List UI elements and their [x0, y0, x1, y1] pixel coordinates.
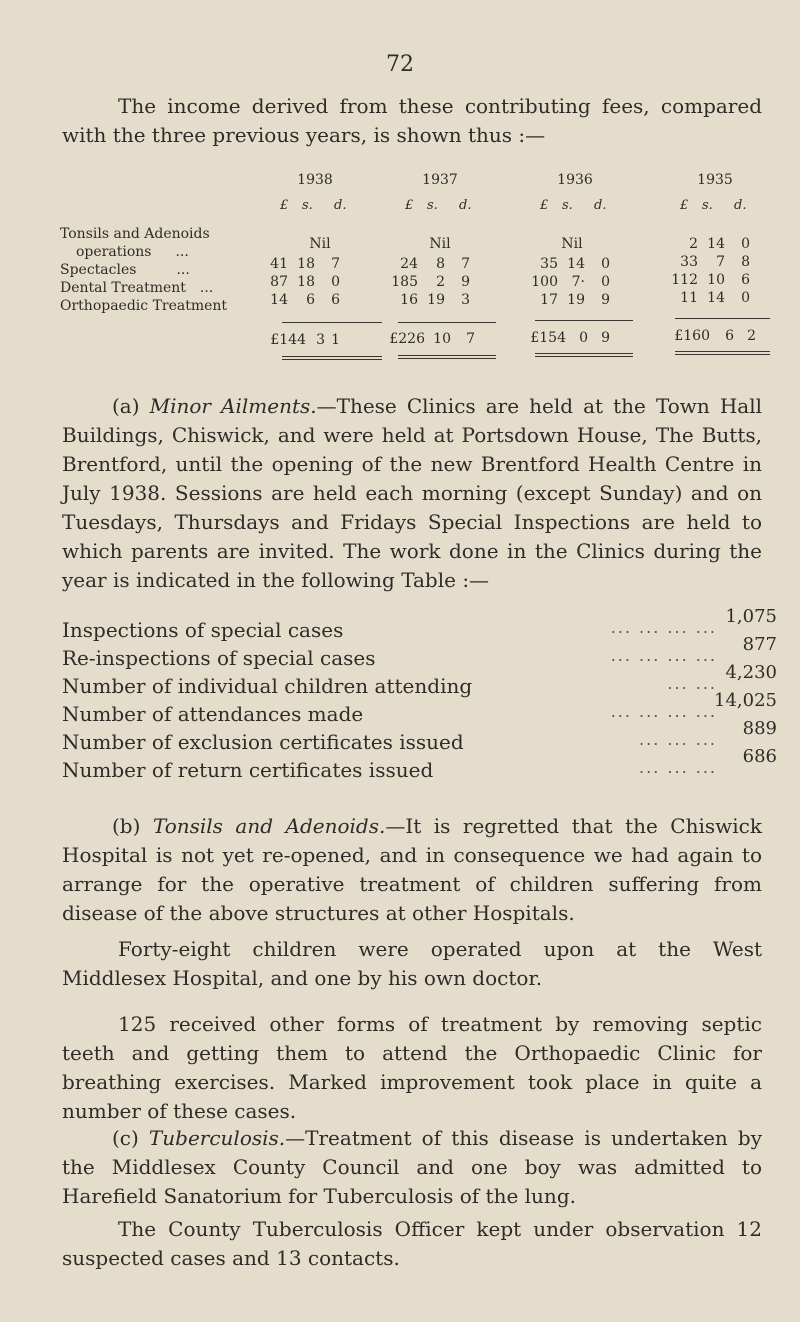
rule — [675, 354, 770, 355]
rule — [675, 351, 770, 352]
rule — [535, 353, 633, 354]
section-b-paragraph: (b) Tonsils and Adenoids.—It is regretted that the Chiswick Hospital is not yet re-opened, and in consequence we had again to arrange for the operative treatment of children suffering from disease of the above structures at other Hospitals. — [62, 814, 762, 925]
section-c-paragraph: (c) Tuberculosis.—Treatment of this disease is undertaken by the Middlesex County Council and one boy was admitted to Harefield Sanatorium for Tuberculosis of the lung. — [62, 1126, 762, 1208]
row-label-tonsils: Tonsils and Adenoids — [60, 226, 210, 242]
rule — [282, 356, 382, 357]
rule — [535, 320, 633, 321]
rule — [398, 358, 496, 359]
year-1938: 1938 — [297, 172, 333, 188]
intro-paragraph: The income derived from these contributing fees, compared with the three previous years, is shown thus :— — [62, 94, 762, 147]
section-a-paragraph: (a) Minor Ailments.—These Clinics are held at the Town Hall Buildings, Chiswick, and were held at Portsdown House, The Butts, Brentford, until the opening of the new Brentford Health Centre in July 1938. Sessions are held each morning (except Sunday) and on Tuesdays, Thursdays and Fridays Special Inspections are held to which parents are invited. The work done in the Clinics during the year is indicated in the following Table :— — [62, 394, 763, 592]
page-number: 72 — [386, 52, 414, 77]
stat-row: Number of attendances made ... ... ... ... 14,025 — [62, 690, 777, 726]
stat-row: Inspections of special cases ... ... ... ... 1,075 — [62, 606, 777, 642]
section-c-paragraph-2: The County Tuberculosis Officer kept under observation 12 suspected cases and 13 contacts. — [62, 1217, 762, 1270]
year-1936: 1936 — [557, 172, 593, 188]
row-label-dental: Dental Treatment ... — [60, 280, 214, 296]
row-label-tonsils-2: operations ... — [76, 244, 189, 260]
section-b-paragraph-2: Forty-eight children were operated upon at the West Middlesex Hospital, and one by his own doctor. — [62, 937, 762, 990]
cell-nil: Nil — [309, 236, 331, 252]
cell-nil: Nil — [429, 236, 451, 252]
section-b-paragraph-3: 125 received other forms of treatment by removing septic teeth and getting them to attend the Orthopaedic Clinic for breathing exercises. Marked improvement took place in quite a number of these cases. — [62, 1012, 762, 1123]
year-1935: 1935 — [697, 172, 733, 188]
stat-row: Number of exclusion certificates issued ... ... ... 889 — [62, 718, 777, 754]
rule — [535, 356, 633, 357]
year-1937: 1937 — [422, 172, 458, 188]
rule — [398, 355, 496, 356]
rule — [282, 322, 382, 323]
row-label-orthopaedic: Orthopaedic Treatment — [60, 298, 228, 314]
fees-table: 1938 1937 1936 1935 £ s. d. £ s. d. £ s. d. £ s. d. Tonsils and Adenoids operations ... Spectacles ... Dental Treatment ... Orthopaedic Treatment Nil Nil Nil 2 14 0 41 18 7 24 8 7 35 14 0 33 7 8 87 18 0 185 2 9 100 7· 0 112 10 6 14 6 6 16 19 3 17 19 9 11 14 0 £144 3 1 £226 10 7 £154 0 9 £160 6 2 — [60, 172, 740, 382]
rule — [282, 359, 382, 360]
rule — [398, 322, 496, 323]
stat-row: Re-inspections of special cases ... ... ... ... 877 — [62, 634, 777, 670]
cell-nil: Nil — [561, 236, 583, 252]
row-label-spectacles: Spectacles ... — [60, 262, 190, 278]
stat-row: Number of return certificates issued ... ... ... 686 — [62, 746, 777, 782]
stat-row: Number of individual children attending ... ... 4,230 — [62, 662, 777, 698]
rule — [675, 318, 770, 319]
